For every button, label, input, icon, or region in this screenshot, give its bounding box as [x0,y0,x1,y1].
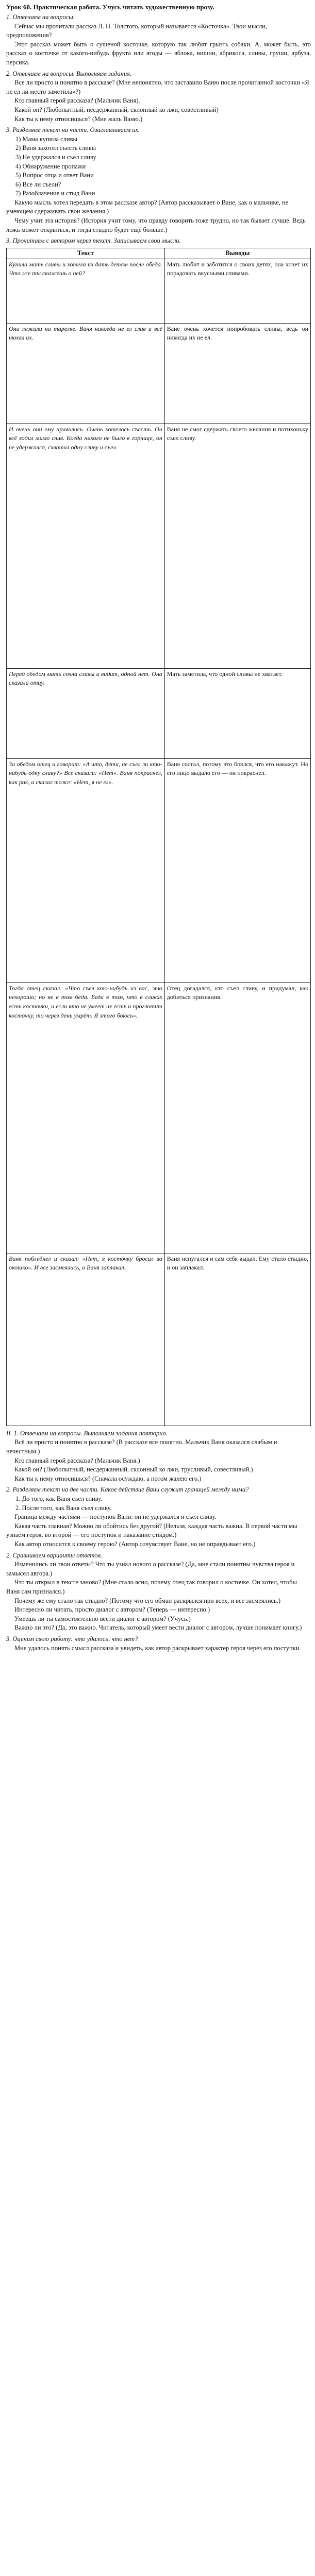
question: Как ты к нему относишься? (Мне жаль Ваню.) [14,115,143,123]
question: Всё ли просто и понятно в рассказе? (В рассказе все понятно. Мальчик Ваня оказался слабым и нечестным.) [6,1438,277,1455]
cell-text: Они лежали на тарелке. Ваня никогда не ел слив и всё нюхал их. [7,323,165,423]
question: Как автор относится к своему герою? (Автор сочувствует Ване, но не оправдывает его.) [14,1540,256,1548]
plan-item: 6) Все ли съели? [15,180,61,188]
plan-item: 1) Мама купила сливы [15,135,77,143]
part-item: 2. После того, как Ваня съел сливу. [15,1504,112,1512]
question: Что ты открыл в тексте заново? (Мне стало ясно, почему отец так говорил о косточке. Он хотел, чтобы Ваня сам признался.) [6,1579,297,1595]
task-2-1: II. 1. Отвечаем на вопросы. Выполняем задания повторно. [6,1429,168,1437]
column-header-conclusions: Выводы [164,248,310,259]
question: Чему учит эта история? (История учит тому, что правду говорить тоже трудно, но так бывает лучше. Ведь ложь может открыться, и тогда стыдно будет ещё больше.) [6,217,306,233]
cell-conclusion: Ваня испугался и сам себя выдал. Ему стало стыдно, и он заплакал. [164,1253,310,1426]
table-row [7,323,311,423]
cell-text: Ваня побледнел и сказал: «Нет, я косточку бросил за окошко». И все засмеялись, а Ваня заплакал. [7,1253,165,1426]
cell-conclusion: Ване очень хочется попробовать сливы, ведь он никогда их не ел. [164,323,310,423]
answer: Этот рассказ может быть о сушеной косточке, которую так любят грызть собаки. А, может быть, это рассказ о косточке от какого-нибудь фрукта или ягоды — яблока, вишни, абрикоса, сливы, груши, арбуза, персика. [6,40,311,66]
plan-item: 5) Вопрос отца и ответ Вани [15,172,94,179]
table-row [7,668,311,758]
cell-text: Тогда отец сказал: «Что съел кто-нибудь из вас, это нехорошо; но не в том беда. Беда в том, что в сливах есть косточки, и если кто не умеет их есть и проглотит косточку, то через день умрёт. Я этого боюсь». [7,982,165,1253]
plan-item: 7) Разоблачение и стыд Вани [15,190,95,197]
question: Кто главный герой рассказа? (Мальчик Ваня.) [14,1456,140,1464]
cell-text: Перед обедом мать сочла сливы и видит, одной нет. Она сказала отцу. [7,668,165,758]
task-2-3: 2. Сравниваем варианты ответов. [6,1551,103,1559]
question: Сейчас мы прочитали рассказ Л. Н. Толстого, который называется «Косточка». Твои мысли, предположения? [6,22,267,39]
table-row [7,982,311,1253]
task-1-1: 1. Отвечаем на вопросы. [6,13,75,21]
question: Важно ли это? (Да, это важно. Читатель, который умеет вести диалог с автором, лучше понимает книгу.) [14,1624,302,1632]
part-item: 1. До того, как Ваня съел сливу. [15,1495,103,1502]
question: Какой он? (Любопытный, несдержанный, склонный ко лжи, трусливый, совестливый.) [14,1466,253,1473]
question: Почему же ему стало так стыдно? (Потому что его обман раскрылся при всех, и все засмеялись.) [14,1597,281,1604]
cell-text: За обедом отец и говорит: «А что, дети, не съел ли кто-нибудь одну сливу?» Все сказали: «Нет». Ваня покраснел, как рак, и сказал тоже: «Нет, я не ел». [7,758,165,982]
cell-text: Купила мать сливы и хотела их дать детям после обеда. Что же ты скажешь о ней? [7,259,165,323]
question: Какая часть главная? Можно ли обойтись без другой? (Нельзя, каждая часть важна. В первой части мы узнаём героя, во второй — его поступок и наказание стыдом.) [6,1522,297,1539]
column-header-text: Текст [7,248,165,259]
task-table: 3. Прочитаем с автором через текст. Записываем свои мысли. [6,237,181,245]
cell-conclusion: Ваня солгал, потому что боялся, что его накажут. Но его лицо выдало его — он покраснел. [164,758,310,982]
plan-list [6,135,311,198]
table-row [7,423,311,668]
cell-conclusion: Мать заметила, что одной сливы не хватает. [164,668,310,758]
question: Изменились ли твои ответы? Что ты узнал нового о рассказе? (Да, мне стали понятны чувства героя и замысел автора.) [6,1561,295,1577]
cell-text: И очень они ему нравились. Очень хотелось съесть. Он всё ходил мимо слив. Когда никого не было в горнице, он не удержался, схватил одну сливу и съел. [7,423,165,668]
question: Все ли просто и понятно в рассказе? (Мне непонятно, что заставило Ваню после прочитанной косточки «Я не ел ли место заметила»?) [6,79,309,95]
cell-conclusion: Ваня не смог сдержать своего желания и потихоньку съел сливу. [164,423,310,668]
question: Мне удалось понять смысл рассказа и увидеть, как автор раскрывает характер героя через его поступки. [14,1644,301,1652]
task-1-2: 2. Отвечаем на вопросы. Выполняем задания. [6,70,132,77]
cell-conclusion: Мать любит и заботится о своих детях, она хочет их порадовать вкусными сливами. [164,259,310,323]
question: Граница между частями — поступок Вани: он не удержался и съел сливу. [14,1513,217,1521]
question: Какую мысль хотел передать в этом рассказе автор? (Автор рассказывает о Ване, как о мальчике, не умеющем сдерживать свои желания.) [6,198,289,215]
plan-item: 3) Не удержался и съел сливу [15,153,96,161]
question: Как ты к нему относишься? (Сначала осуждаю, а потом жалею его.) [14,1475,202,1482]
task-2-2: 2. Разделяем текст на две части. Какое действие Вани служит границей между ними? [6,1486,249,1494]
table-row [7,1253,311,1426]
table-row [7,758,311,982]
question: Умеешь ли ты самостоятельно вести диалог с автором? (Учусь.) [14,1615,191,1622]
table-row [7,259,311,323]
question: Интересно ли читать, просто диалог с автором? (Теперь — интересно.) [14,1606,210,1614]
task-2-4: 3. Оценим свою работу: что удалось, что нет? [6,1635,138,1642]
cell-conclusion: Отец догадался, кто съел сливу, и придумал, как добиться признания. [164,982,310,1253]
task-1-3: 3. Разделяем текст на части. Озаглавливаем их. [6,126,140,134]
plan-item: 2) Ваня захотел съесть сливы [15,144,96,152]
question: Какой он? (Любопытный, несдержанный, склонный ко лжи, совестливый) [14,106,219,113]
question: Кто главный герой рассказа? (Мальчик Ваня). [14,97,140,105]
dialog-table [6,248,311,1426]
lesson-title: Урок 60. Практическая работа. Учусь читать художественную прозу. [6,3,214,11]
plan-item: 4) Обнаружение пропажи [15,162,86,170]
